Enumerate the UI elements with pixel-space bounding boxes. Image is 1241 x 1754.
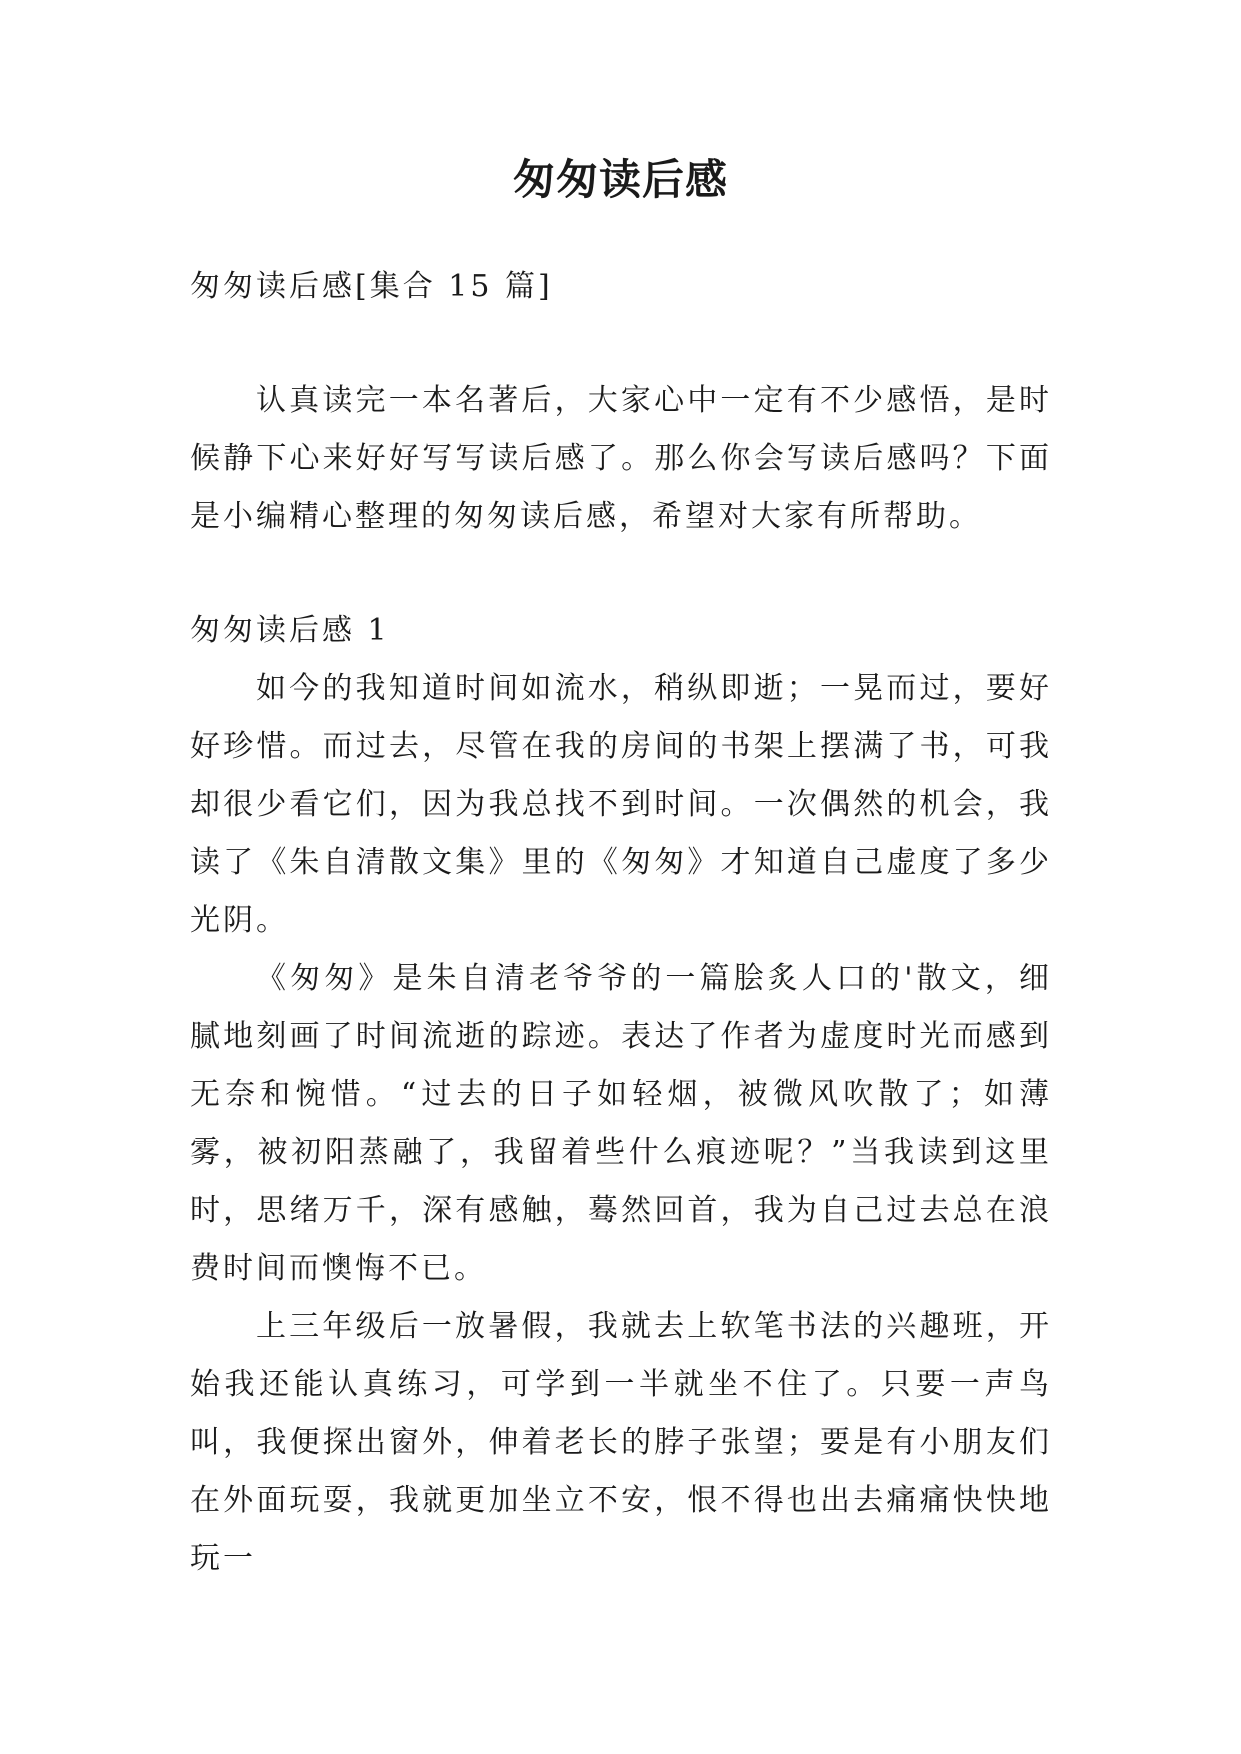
body-paragraph-1: 如今的我知道时间如流水，稍纵即逝；一晃而过，要好好珍惜。而过去，尽管在我的房间的书架上摆满了书，可我却很少看它们，因为我总找不到时间。一次偶然的机会，我读了《朱自清散文集》里的《匆匆》才知道自己虚度了多少光阴。 [190, 671, 1052, 938]
document-title: 匆匆读后感 [512, 155, 728, 204]
document-body [190, 258, 1052, 1588]
intro-paragraph: 认真读完一本名著后，大家心中一定有不少感悟，是时候静下心来好好写写读后感了。那么你会写读后感吗？下面是小编精心整理的匆匆读后感，希望对大家有所帮助。 [190, 383, 1052, 534]
body-paragraph-3: 上三年级后一放暑假，我就去上软笔书法的兴趣班，开始我还能认真练习，可学到一半就坐不住了。只要一声鸟叫，我便探出窗外，伸着老长的脖子张望；要是有小朋友们在外面玩耍，我就更加坐立不安，恨不得也出去痛痛快快地玩一 [190, 1309, 1052, 1576]
section-heading: 匆匆读后感 1 [190, 613, 390, 648]
document-subtitle: 匆匆读后感[集合 15 篇] [190, 269, 553, 304]
body-paragraph-2: 《匆匆》是朱自清老爷爷的一篇脍炙人口的'散文，细腻地刻画了时间流逝的踪迹。表达了作者为虚度时光而感到无奈和惋惜。“过去的日子如轻烟，被微风吹散了；如薄雾，被初阳蒸融了，我留着些什么痕迹呢？”当我读到这里时，思绪万千，深有感触，蓦然回首，我为自己过去总在浪费时间而懊悔不已。 [190, 961, 1052, 1286]
